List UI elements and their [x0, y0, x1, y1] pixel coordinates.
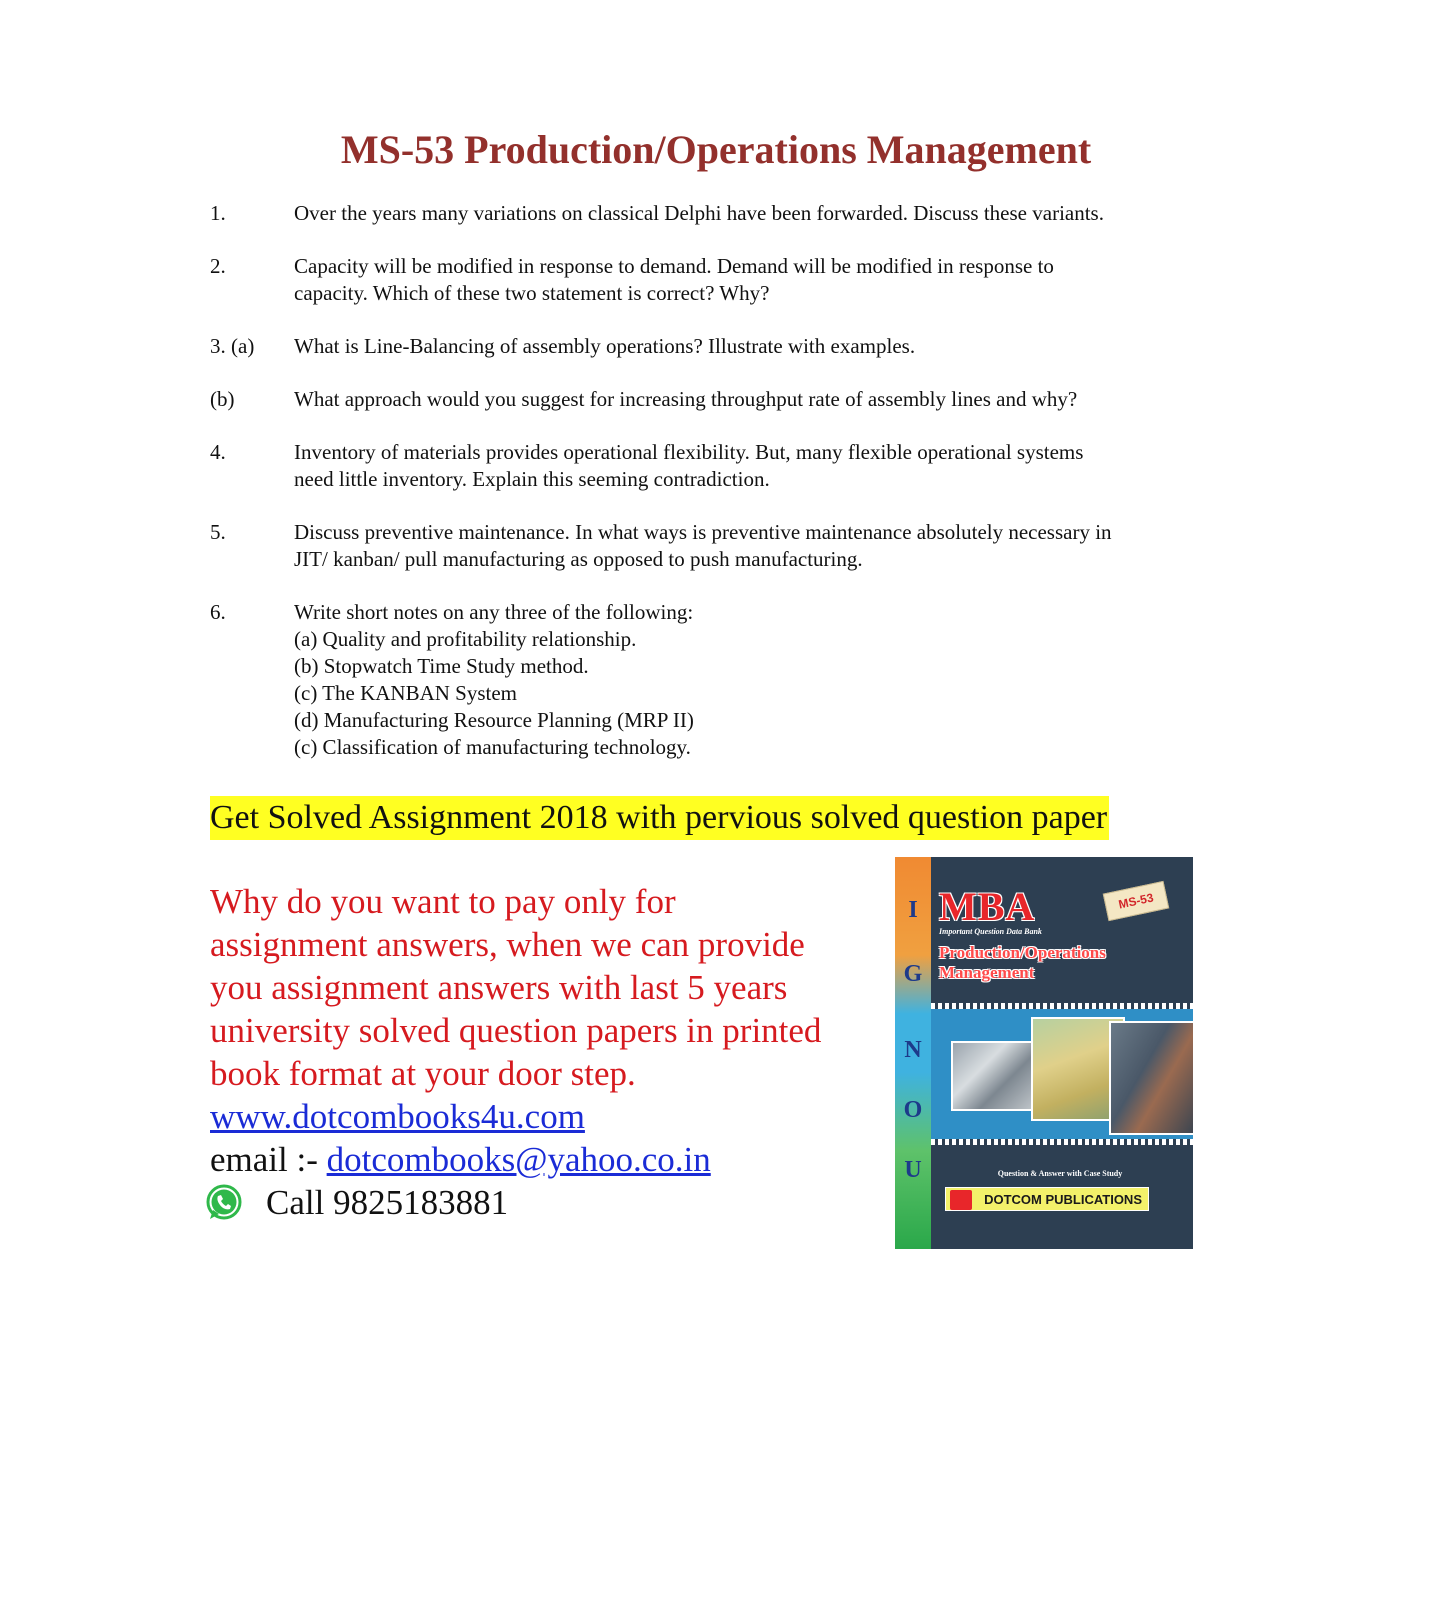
cover-side-letter: U [904, 1157, 922, 1183]
question-number: 6. [210, 600, 226, 624]
publisher-logo-icon [950, 1190, 972, 1210]
cover-qa-text: Question & Answer with Case Study [997, 1169, 1123, 1178]
cover-side-letter: N [904, 1037, 922, 1063]
question-number: 4. [210, 440, 226, 464]
cover-title: Production/Operations [939, 943, 1106, 962]
email-link[interactable]: dotcombooks@yahoo.co.in [326, 1140, 711, 1179]
website-row [210, 1095, 880, 1138]
email-label: email :- [210, 1140, 327, 1179]
question-line: capacity. Which of these two statement is correct? Why? [294, 281, 770, 305]
question-line: Over the years many variations on classical Delphi have been forwarded. Discuss these variants. [294, 201, 1104, 225]
publisher-name: DOTCOM PUBLICATIONS [984, 1192, 1142, 1207]
question-number: 1. [210, 201, 226, 225]
question-subitem: (b) Stopwatch Time Study method. [294, 654, 589, 678]
question-text [294, 599, 1220, 761]
question-line: Inventory of materials provides operational flexibility. But, many flexible operational systems [294, 440, 1084, 464]
promo-line: university solved question papers in printed [210, 1011, 822, 1050]
question-text [294, 439, 1220, 493]
whatsapp-icon [204, 1183, 244, 1223]
cover-course-tag: MS-53 [1103, 881, 1169, 921]
promo-line: you assignment answers with last 5 years [210, 968, 788, 1007]
question-number: (b) [210, 387, 235, 411]
question-number: 2. [210, 254, 226, 278]
question-item [210, 599, 1220, 761]
question-line: Discuss preventive maintenance. In what ways is preventive maintenance absolutely necessary in [294, 520, 1112, 544]
question-line: What is Line-Balancing of assembly operations? Illustrate with examples. [294, 334, 916, 358]
question-number: 3. (a) [210, 334, 255, 358]
cover-side-letter: O [903, 1097, 923, 1123]
promo-line: book format at your door step. [210, 1054, 636, 1093]
cover-brand: MBA [939, 884, 1036, 929]
question-number: 5. [210, 520, 226, 544]
promo-line: Why do you want to pay only for [210, 882, 676, 921]
question-text [294, 519, 1220, 573]
question-item [210, 253, 1220, 307]
question-text [294, 386, 1220, 413]
question-text [294, 200, 1220, 227]
cover-side-band [895, 857, 931, 1249]
cover-stripe [931, 1139, 1193, 1145]
cover-photo-operator [1109, 1021, 1193, 1135]
email-row [210, 1138, 880, 1181]
question-item [210, 200, 1220, 227]
cover-photo-factory [951, 1041, 1043, 1111]
question-list [210, 200, 1220, 761]
question-subitem: (c) The KANBAN System [294, 681, 518, 705]
question-item [210, 333, 1220, 360]
question-subitem: (d) Manufacturing Resource Planning (MRP II) [294, 708, 694, 732]
cover-publisher [945, 1187, 1149, 1211]
question-line: JIT/ kanban/ pull manufacturing as opposed to push manufacturing. [294, 547, 863, 571]
question-line: What approach would you suggest for increasing throughput rate of assembly lines and why? [294, 387, 1078, 411]
question-text [294, 253, 1220, 307]
question-line: Capacity will be modified in response to demand. Demand will be modified in response to [294, 254, 1054, 278]
question-line: need little inventory. Explain this seeming contradiction. [294, 467, 770, 491]
question-item [210, 439, 1220, 493]
website-link[interactable]: www.dotcombooks4u.com [210, 1097, 585, 1136]
book-cover-image [895, 857, 1193, 1249]
promo-line: assignment answers, when we can provide [210, 925, 805, 964]
page-title: MS-53 Production/Operations Management [340, 127, 1092, 172]
cover-stripe [931, 1003, 1193, 1009]
call-text: Call 9825183881 [266, 1183, 509, 1222]
cover-side-letter: G [903, 961, 923, 987]
question-text [294, 333, 1220, 360]
question-item [210, 386, 1220, 413]
solved-assignment-banner: Get Solved Assignment 2018 with pervious solved question paper [210, 796, 1109, 840]
question-line: Write short notes on any three of the following: [294, 600, 694, 624]
cover-title: Management [939, 963, 1035, 982]
promo-block [210, 880, 880, 1224]
question-item [210, 519, 1220, 573]
call-row [210, 1181, 880, 1224]
cover-side-letter: I [908, 897, 918, 923]
question-subitem: (c) Classification of manufacturing technology. [294, 735, 691, 759]
question-subitem: (a) Quality and profitability relationship. [294, 627, 637, 651]
cover-subtitle: Important Question Data Bank [939, 927, 1042, 936]
